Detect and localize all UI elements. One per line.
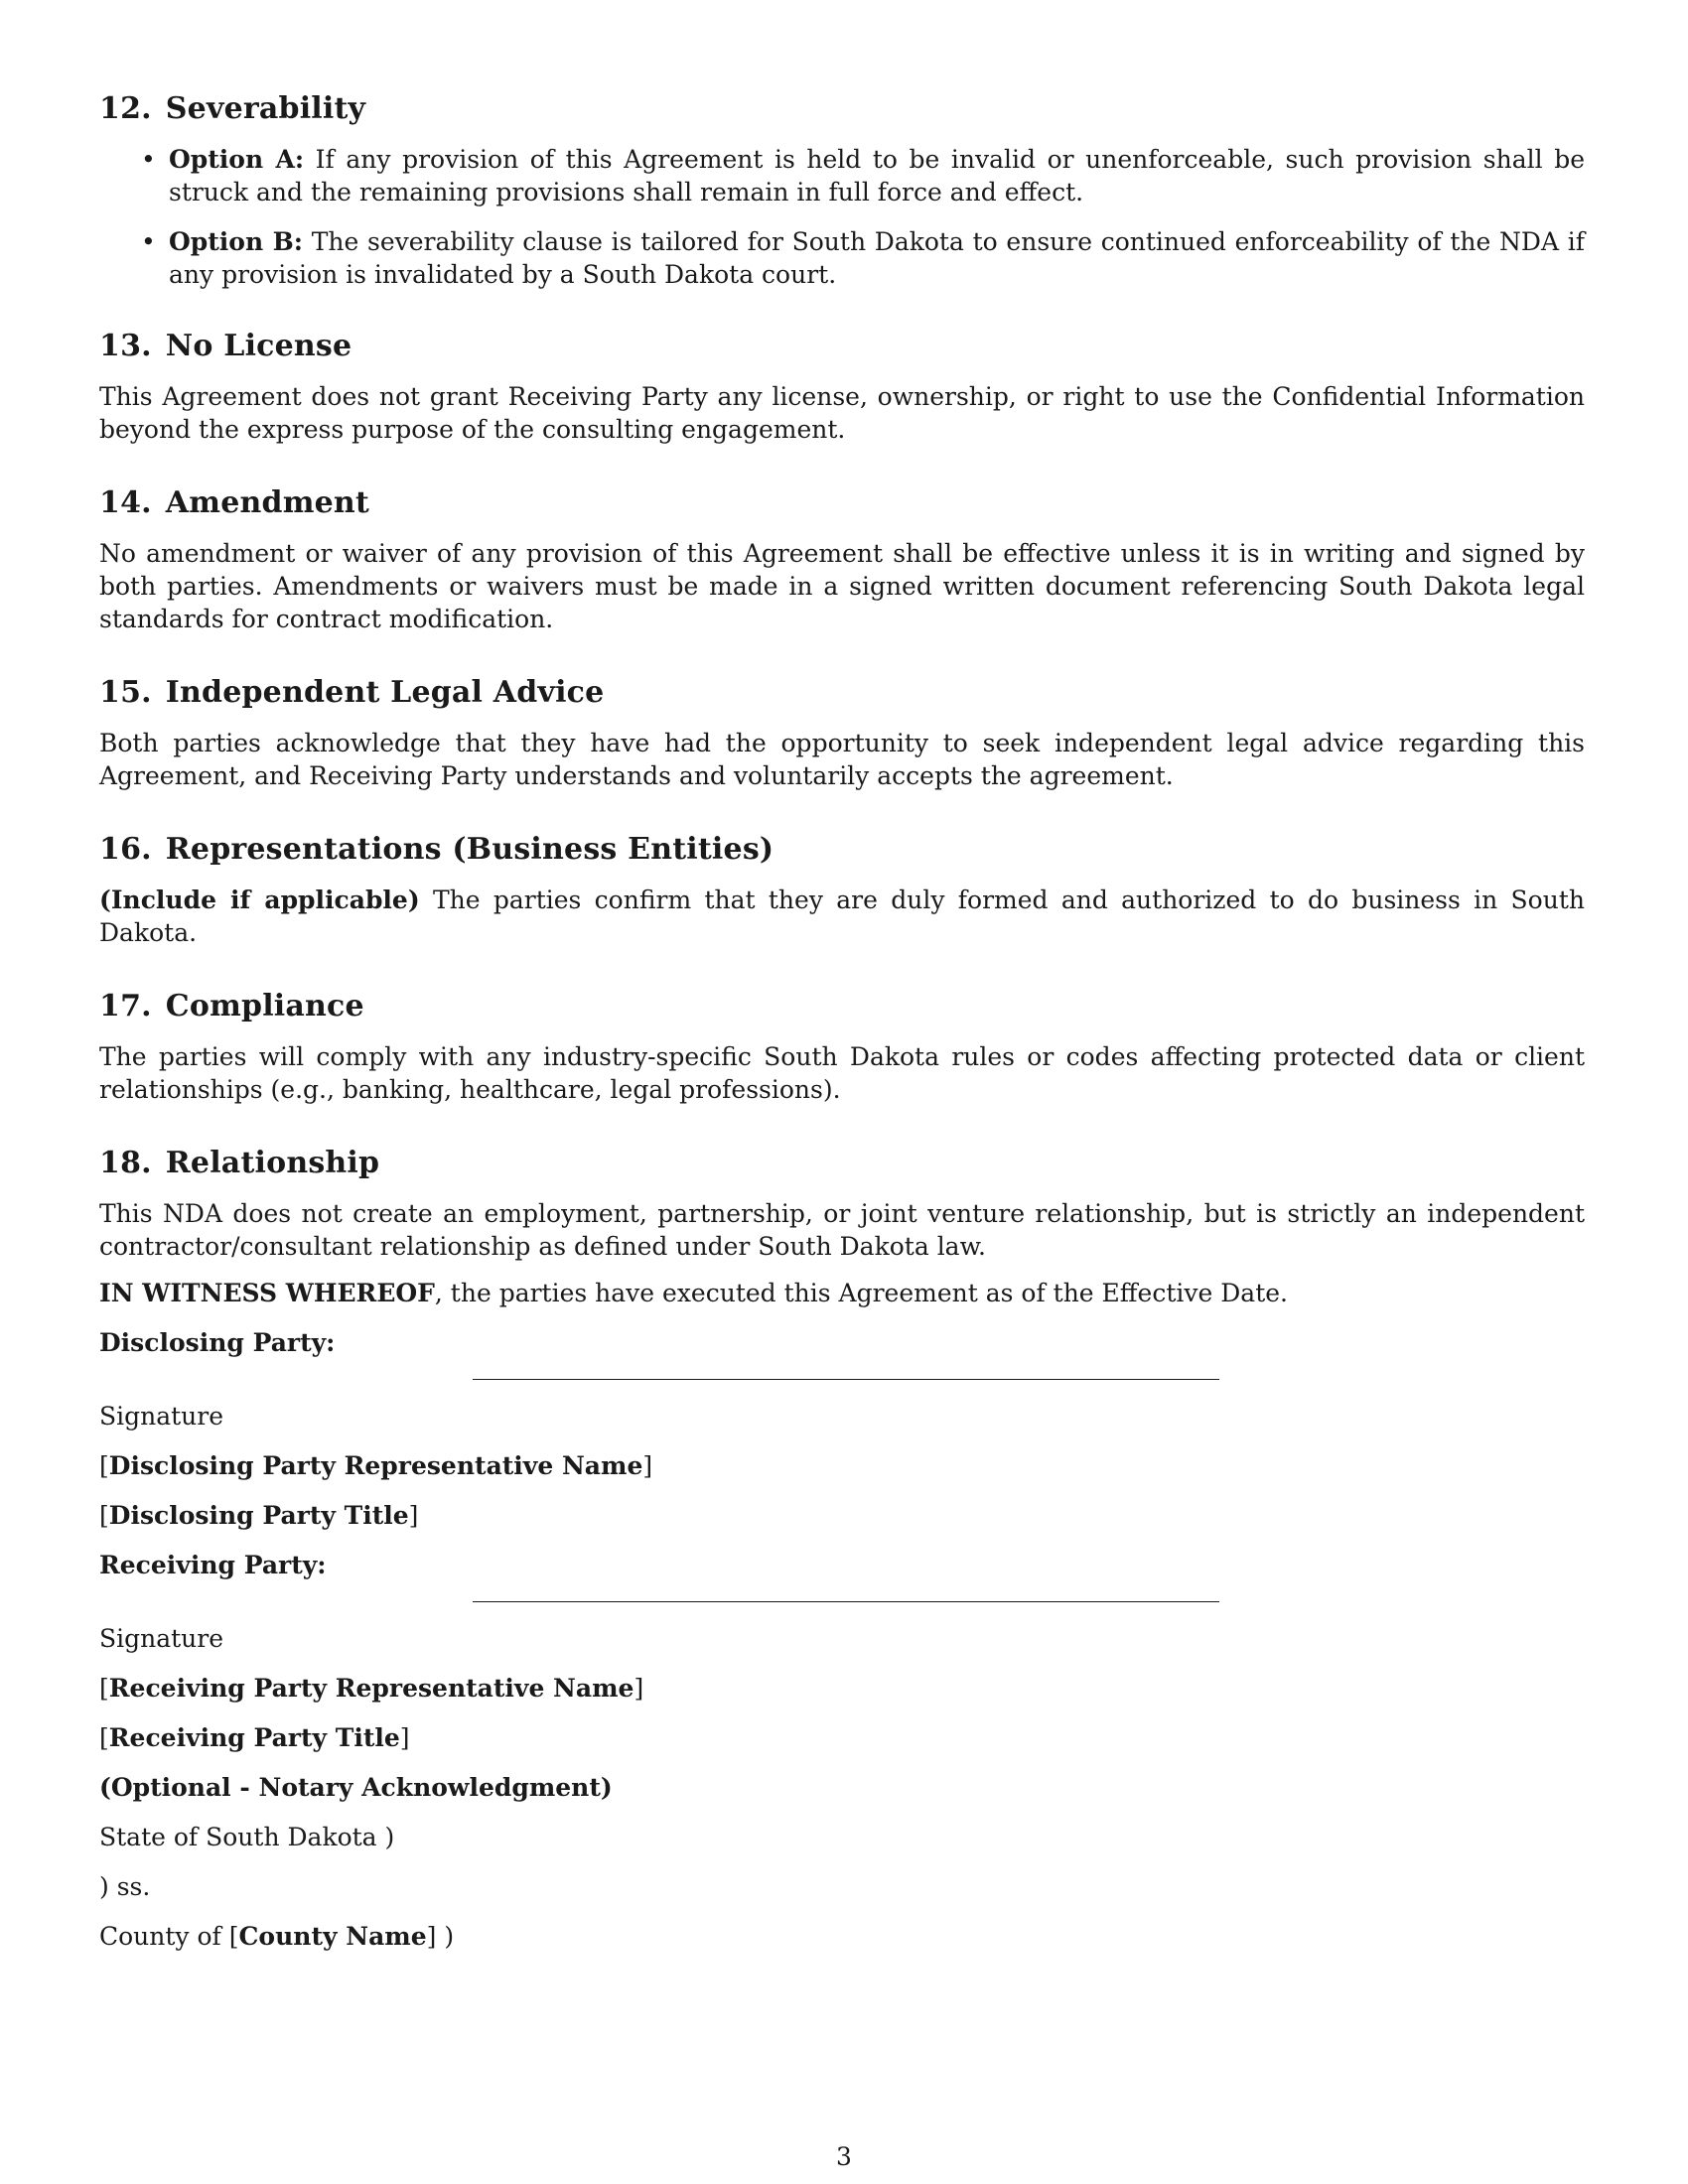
- bullet-icon: •: [141, 227, 156, 256]
- section-heading: 14. Amendment: [99, 485, 369, 520]
- bullet-icon: •: [141, 145, 156, 174]
- section-severability: [99, 91, 1585, 291]
- section-body: (Include if applicable) The parties confirm that they are duly formed and authorized to do business in South Dakota.: [99, 886, 1585, 947]
- section-heading: 16. Representations (Business Entities): [99, 832, 774, 867]
- disclosing-signature-line: [473, 1379, 1219, 1380]
- receiving-signature-block: [99, 1549, 1585, 1754]
- page-number: 3: [836, 2142, 852, 2171]
- section-body: The parties will comply with any industry-specific South Dakota rules or codes affecting protected data or client relationships (e.g., banking, healthcare, legal professions).: [99, 1042, 1585, 1104]
- notary-ss: ) ss.: [99, 1872, 151, 1901]
- section-no-license: [99, 329, 1585, 446]
- section-amendment: [99, 485, 1585, 635]
- signature-label: Signature: [99, 1402, 224, 1431]
- disclosing-title: [Disclosing Party Title]: [99, 1501, 419, 1530]
- receiving-representative-name: [Receiving Party Representative Name]: [99, 1674, 644, 1703]
- receiving-signature-line: [473, 1601, 1219, 1602]
- section-body: This NDA does not create an employment, partnership, or joint venture relationship, but is strictly an independent contractor/consultant relationship as defined under South Dakota law.: [99, 1199, 1585, 1261]
- section-heading: 15. Independent Legal Advice: [99, 675, 605, 710]
- severability-options: [99, 143, 1585, 291]
- receiving-party-heading: Receiving Party:: [99, 1551, 327, 1579]
- notary-state: State of South Dakota ): [99, 1823, 395, 1851]
- section-heading: 18. Relationship: [99, 1146, 380, 1180]
- notary-county: County of [County Name] ): [99, 1922, 455, 1951]
- section-body: This Agreement does not grant Receiving Party any license, ownership, or right to use the Confidential Information beyond the express purpose of the consulting engagement.: [99, 382, 1585, 444]
- section-independent-legal-advice: [99, 675, 1585, 792]
- witness-statement: IN WITNESS WHEREOF, the parties have executed this Agreement as of the Effective Date.: [99, 1279, 1289, 1307]
- section-heading: 13. No License: [99, 329, 352, 363]
- disclosing-party-heading: Disclosing Party:: [99, 1328, 336, 1357]
- section-relationship: [99, 1146, 1585, 1263]
- section-compliance: [99, 989, 1585, 1106]
- receiving-title: [Receiving Party Title]: [99, 1723, 410, 1752]
- notary-heading: (Optional - Notary Acknowledgment): [99, 1773, 613, 1802]
- section-heading: 17. Compliance: [99, 989, 364, 1024]
- disclosing-representative-name: [Disclosing Party Representative Name]: [99, 1451, 653, 1480]
- document-page: [99, 91, 1585, 1970]
- section-heading: 12. Severability: [99, 91, 366, 126]
- section-representations: [99, 832, 1585, 949]
- section-body: No amendment or waiver of any provision of this Agreement shall be effective unless it is in writing and signed by both parties. Amendments or waivers must be made in a signed written document referencing South Dakota legal standards for contract modification.: [99, 539, 1585, 633]
- signature-label: Signature: [99, 1624, 224, 1653]
- section-body: Both parties acknowledge that they have had the opportunity to seek independent legal advice regarding this Agreement, and Receiving Party understands and voluntarily accepts the agreement.: [99, 729, 1585, 790]
- option-b: • Option B: The severability clause is tailored for South Dakota to ensure continued enforceability of the NDA if any provision is invalidated by a South Dakota court.: [141, 227, 1585, 289]
- disclosing-signature-block: [99, 1326, 1585, 1532]
- option-a: • Option A: If any provision of this Agreement is held to be invalid or unenforceable, such provision shall be struck and the remaining provisions shall remain in full force and effect.: [141, 145, 1585, 206]
- notary-block: [99, 1771, 1585, 1953]
